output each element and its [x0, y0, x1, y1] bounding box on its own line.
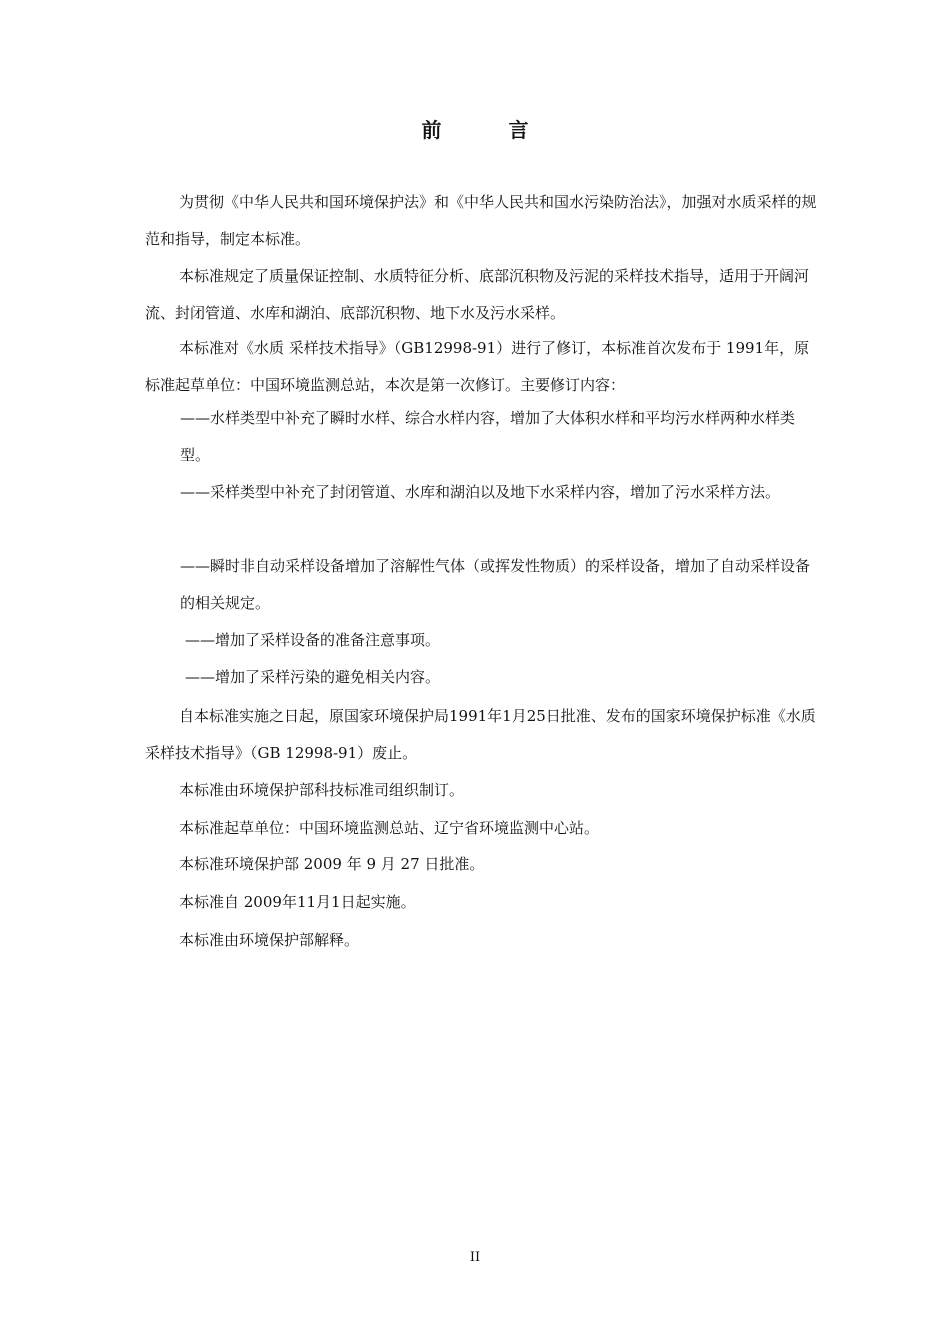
- paragraph-approval: 本标准环境保护部 2009 年 9 月 27 日批准。: [179, 855, 485, 873]
- paragraph-interpretation: 本标准由环境保护部解释。: [179, 931, 360, 949]
- paragraph-purpose: 为贯彻《中华人民共和国环境保护法》和《中华人民共和国水污染防治法》，加强对水质采样的规范和指导，制定本标准。: [145, 193, 817, 248]
- revision-item-4: ——增加了采样设备的准备注意事项。: [185, 631, 441, 649]
- page-number: II: [469, 1250, 481, 1265]
- paragraph-drafters: 本标准起草单位：中国环境监测总站、辽宁省环境监测中心站。: [179, 819, 600, 837]
- paragraph-organizer: 本标准由环境保护部科技标准司组织制订。: [179, 781, 465, 799]
- paragraph-revision-intro: 本标准对《水质 采样技术指导》（GB12998-91）进行了修订，本标准首次发布于 1991年，原标准起草单位：中国环境监测总站，本次是第一次修订。主要修订内容：: [145, 339, 810, 394]
- paragraph-effective-date: 本标准自 2009年11月1日起实施。: [179, 893, 416, 911]
- paragraph-abolish: 自本标准实施之日起，原国家环境保护局1991年1月25日批准、发布的国家环境保护标准《水质 采样技术指导》（GB 12998-91）废止。: [145, 707, 816, 762]
- revision-item-2: ——采样类型中补充了封闭管道、水库和湖泊以及地下水采样内容，增加了污水采样方法。: [180, 483, 781, 501]
- revision-item-1: ——水样类型中补充了瞬时水样、综合水样内容，增加了大体积水样和平均污水样两种水样类型。: [180, 409, 796, 464]
- page-title: 前 言: [421, 118, 559, 142]
- revision-item-5: ——增加了采样污染的避免相关内容。: [185, 668, 441, 686]
- paragraph-scope: 本标准规定了质量保证控制、水质特征分析、底部沉积物及污泥的采样技术指导，适用于开阔河流、封闭管道、水库和湖泊、底部沉积物、地下水及污水采样。: [145, 267, 810, 322]
- revision-item-3: ——瞬时非自动采样设备增加了溶解性气体（或挥发性物质）的采样设备，增加了自动采样设备的相关规定。: [180, 557, 811, 612]
